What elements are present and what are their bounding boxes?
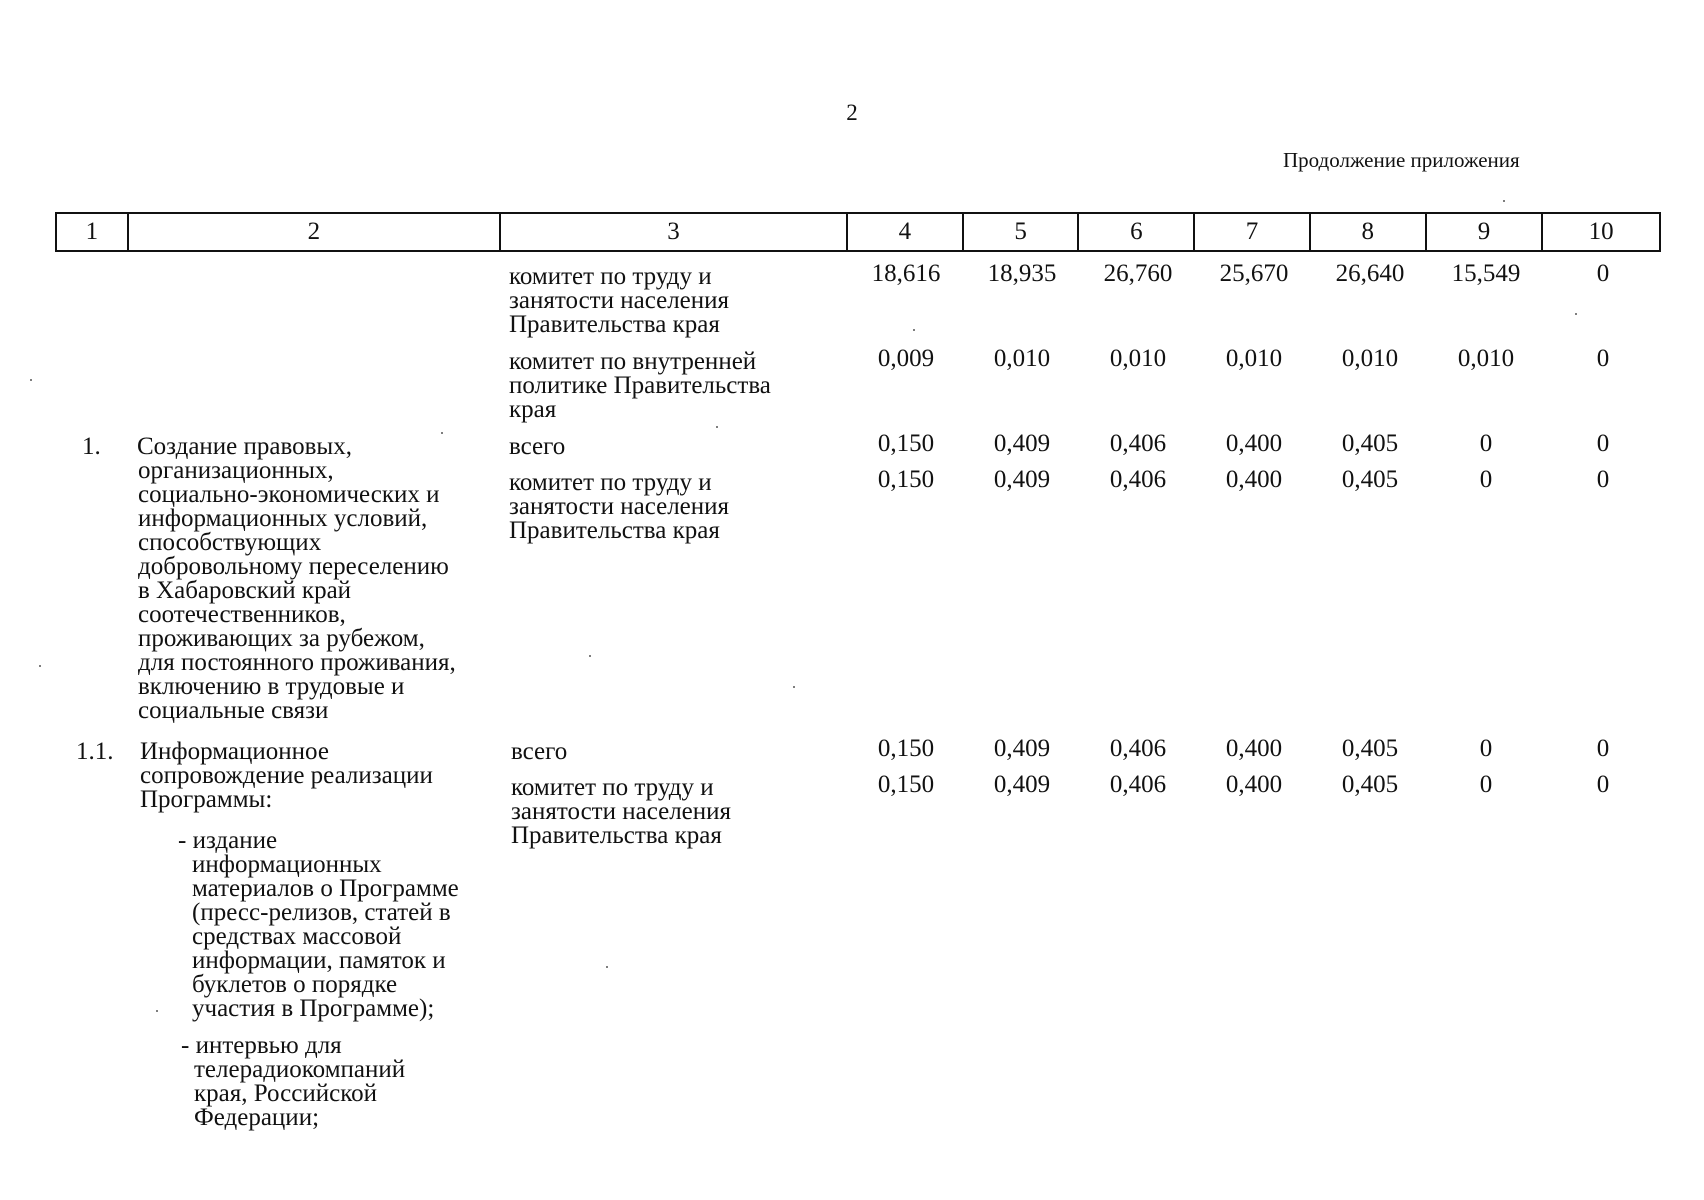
scan-speck	[1575, 313, 1577, 315]
value-cell: 0	[1596, 430, 1610, 457]
executor-line: Правительства края	[511, 822, 722, 849]
value-cell: 26,640	[1335, 260, 1405, 287]
continuation-label: Продолжение приложения	[1283, 148, 1520, 172]
executor-line: комитет по труду и	[509, 469, 712, 496]
value-cell: 0	[1479, 771, 1493, 798]
measure-title-line: социальные связи	[138, 697, 329, 724]
bullet-line: - издание	[178, 827, 278, 854]
row-number: 1.	[82, 433, 101, 460]
value-cell: 0	[1596, 260, 1610, 287]
executor-line: всего	[509, 433, 566, 460]
value-cell: 0	[1479, 430, 1493, 457]
header-col-2: 2	[129, 214, 501, 250]
measure-title-line: в Хабаровский край	[138, 577, 352, 604]
value-cell: 0,409	[993, 771, 1051, 798]
value-cell: 0,010	[1109, 345, 1167, 372]
scan-speck	[30, 379, 32, 381]
executor-line: политике Правительства	[509, 372, 771, 399]
measure-title-line: проживающих за рубежом,	[138, 625, 425, 652]
measure-title-line: соотечественников,	[138, 601, 346, 628]
scan-speck	[1503, 200, 1505, 202]
value-cell: 0,409	[993, 466, 1051, 493]
executor-line: занятости населения	[511, 798, 732, 825]
page-number: 2	[846, 100, 858, 125]
bullet-line: - интервью для	[181, 1032, 342, 1059]
measure-title-line: способствующих	[138, 529, 322, 556]
executor-line: всего	[511, 738, 568, 765]
measure-title-line: Создание правовых,	[137, 433, 352, 460]
value-cell: 0,400	[1225, 735, 1283, 762]
executor-line: занятости населения	[509, 287, 730, 314]
scan-speck	[441, 432, 443, 434]
scan-speck	[156, 1010, 158, 1012]
scan-speck	[39, 665, 41, 667]
value-cell: 0,010	[1341, 345, 1399, 372]
value-cell: 0,010	[1225, 345, 1283, 372]
value-cell: 0,405	[1341, 466, 1399, 493]
row-number: 1.1.	[76, 738, 114, 765]
measure-title-line: Информационное	[140, 738, 329, 765]
table-header-row	[55, 212, 1661, 252]
bullet-line: материалов о Программе	[192, 875, 459, 902]
bullet-line: края, Российской	[194, 1080, 377, 1107]
value-cell: 0	[1479, 735, 1493, 762]
header-col-6: 6	[1079, 214, 1195, 250]
executor-line: комитет по труду и	[511, 774, 714, 801]
executor-line: Правительства края	[509, 311, 720, 338]
value-cell: 0,405	[1341, 771, 1399, 798]
value-cell: 0,010	[993, 345, 1051, 372]
measure-title-line: организационных,	[138, 457, 334, 484]
value-cell: 0	[1596, 735, 1610, 762]
value-cell: 0,406	[1109, 735, 1167, 762]
value-cell: 0,409	[993, 735, 1051, 762]
bullet-line: информационных	[192, 851, 382, 878]
executor-line: комитет по внутренней	[509, 348, 757, 375]
bullet-line: телерадиокомпаний	[194, 1056, 406, 1083]
value-cell: 15,549	[1451, 260, 1521, 287]
value-cell: 0,406	[1109, 771, 1167, 798]
value-cell: 0,009	[877, 345, 935, 372]
value-cell: 0	[1596, 771, 1610, 798]
header-col-8: 8	[1311, 214, 1427, 250]
measure-title-line: добровольному переселению	[138, 553, 449, 580]
value-cell: 0,150	[877, 430, 935, 457]
executor-line: Правительства края	[509, 517, 720, 544]
header-col-3: 3	[501, 214, 848, 250]
scan-speck	[606, 966, 608, 968]
header-col-5: 5	[964, 214, 1080, 250]
header-col-4: 4	[848, 214, 964, 250]
value-cell: 0	[1596, 345, 1610, 372]
value-cell: 0	[1479, 466, 1493, 493]
value-cell: 0,409	[993, 430, 1051, 457]
bullet-line: участия в Программе);	[192, 995, 435, 1022]
scan-speck	[589, 655, 591, 657]
measure-title-line: социально-экономических и	[138, 481, 440, 508]
value-cell: 0,150	[877, 466, 935, 493]
scan-speck	[793, 686, 795, 688]
header-col-9: 9	[1427, 214, 1544, 250]
measure-title-line: Программы:	[140, 786, 273, 813]
value-cell: 18,935	[987, 260, 1057, 287]
value-cell: 0,406	[1109, 430, 1167, 457]
bullet-line: (пресс-релизов, статей в	[192, 899, 451, 926]
value-cell: 25,670	[1219, 260, 1289, 287]
value-cell: 0,405	[1341, 735, 1399, 762]
value-cell: 18,616	[871, 260, 941, 287]
bullet-line: Федерации;	[194, 1104, 320, 1131]
bullet-line: буклетов о порядке	[192, 971, 398, 998]
value-cell: 0,405	[1341, 430, 1399, 457]
executor-line: занятости населения	[509, 493, 730, 520]
scan-speck	[913, 329, 915, 331]
measure-title-line: включению в трудовые и	[138, 673, 405, 700]
executor-line: края	[509, 396, 557, 423]
value-cell: 0,400	[1225, 771, 1283, 798]
bullet-line: информации, памяток и	[192, 947, 446, 974]
value-cell: 0,400	[1225, 430, 1283, 457]
scan-speck	[716, 426, 718, 428]
executor-line: комитет по труду и	[509, 263, 712, 290]
measure-title-line: для постоянного проживания,	[138, 649, 456, 676]
bullet-line: средствах массовой	[192, 923, 402, 950]
measure-title-line: информационных условий,	[138, 505, 428, 532]
measure-title-line: сопровождение реализации	[140, 762, 433, 789]
header-col-10: 10	[1588, 218, 1614, 245]
header-col-1: 1	[57, 214, 129, 250]
value-cell: 0,400	[1225, 466, 1283, 493]
value-cell: 0,406	[1109, 466, 1167, 493]
value-cell: 26,760	[1103, 260, 1173, 287]
value-cell: 0,010	[1457, 345, 1515, 372]
header-col-7: 7	[1195, 214, 1311, 250]
value-cell: 0	[1596, 466, 1610, 493]
value-cell: 0,150	[877, 735, 935, 762]
value-cell: 0,150	[877, 771, 935, 798]
